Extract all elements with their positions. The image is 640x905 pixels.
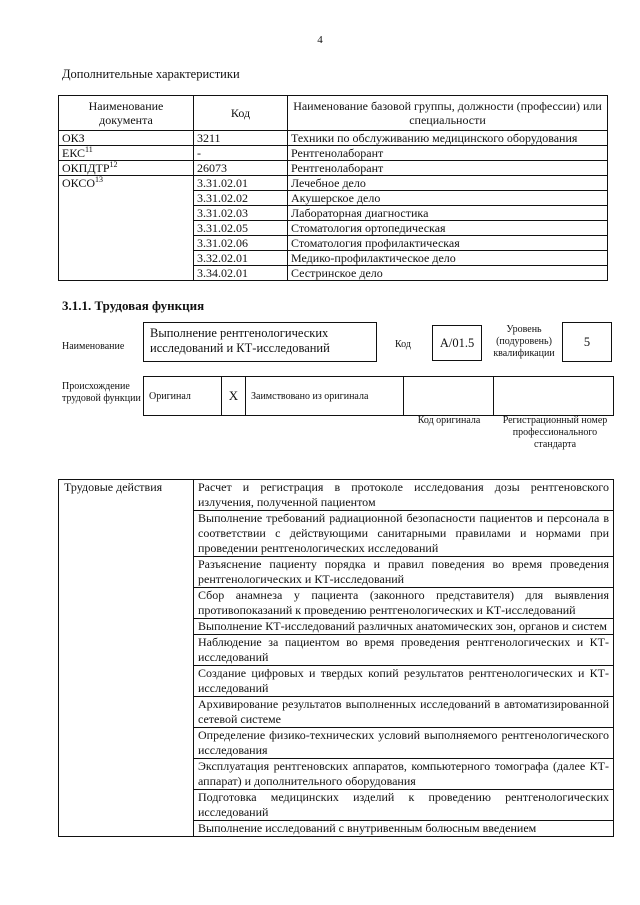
header-document: Наименование документа <box>59 96 194 131</box>
name-cell: Медико-профилактическое дело <box>288 251 608 266</box>
code-cell: 26073 <box>194 161 288 176</box>
name-cell: Рентгенолаборант <box>288 161 608 176</box>
header-name: Наименование базовой группы, должности (профессии) или специальности <box>288 96 608 131</box>
action-item: Архивирование результатов выполненных исследований в автоматизированной сетевой системе <box>194 697 614 728</box>
action-item: Наблюдение за пациентом во время проведения рентгенологических и КТ-исследований <box>194 635 614 666</box>
code-cell: 3.34.02.01 <box>194 266 288 281</box>
header-code: Код <box>194 96 288 131</box>
name-cell: Лечебное дело <box>288 176 608 191</box>
actions-label: Трудовые действия <box>59 480 194 837</box>
doc-cell: ОКЗ <box>59 131 194 146</box>
doc-cell: ОКПДТР$^{12}$ <box>59 161 194 176</box>
doc-cell: ОКСО$^{13}$ <box>59 176 194 281</box>
table-row <box>59 131 608 146</box>
reg-number-cell <box>494 377 614 416</box>
code-cell: - <box>194 146 288 161</box>
action-item: Расчет и регистрация в протоколе исследования дозы рентгеновского излучения, полученной пациентом <box>194 480 614 511</box>
code-cell: 3.32.02.01 <box>194 251 288 266</box>
origin-label: Происхождение трудовой функции <box>62 381 141 404</box>
code-cell: 3.31.02.01 <box>194 176 288 191</box>
level-label: Уровень (подуровень) квалификации <box>493 324 555 359</box>
origin-table <box>143 376 614 416</box>
table-row <box>59 161 608 176</box>
action-item: Определение физико-технических условий выполняемого рентгенологического исследования <box>194 728 614 759</box>
function-name-box: Выполнение рентгенологических исследований и КТ-исследований <box>143 322 377 362</box>
page-number: 4 <box>317 34 323 46</box>
level-box: 5 <box>562 322 612 362</box>
name-label: Наименование <box>62 341 125 352</box>
additional-heading: Дополнительные характеристики <box>62 67 240 81</box>
code-label: Код <box>395 339 411 350</box>
code-cell: 3.31.02.05 <box>194 221 288 236</box>
function-heading: 3.1.1. Трудовая функция <box>62 298 205 313</box>
code-cell: 3.31.02.02 <box>194 191 288 206</box>
function-code-box: A/01.5 <box>432 325 482 361</box>
action-item: Создание цифровых и твердых копий результатов рентгенологических и КТ-исследований <box>194 666 614 697</box>
table-row <box>59 176 608 191</box>
action-item: Подготовка медицинских изделий к проведению рентгенологических исследований <box>194 790 614 821</box>
code-cell: 3.31.02.06 <box>194 236 288 251</box>
code-cell: 3.31.02.03 <box>194 206 288 221</box>
original-label: Оригинал <box>144 377 222 416</box>
action-row <box>59 480 614 511</box>
name-cell: Стоматология профилактическая <box>288 236 608 251</box>
action-item: Выполнение КТ-исследований различных анатомических зон, органов и систем <box>194 619 614 635</box>
code-original-caption: Код оригинала <box>417 415 481 426</box>
table-row <box>59 146 608 161</box>
code-cell: 3211 <box>194 131 288 146</box>
name-cell: Стоматология ортопедическая <box>288 221 608 236</box>
action-item: Сбор анамнеза у пациента (законного представителя) для выявления противопоказаний к проведению рентгенологических и КТ-исследований <box>194 588 614 619</box>
actions-table <box>58 479 614 837</box>
name-cell: Лабораторная диагностика <box>288 206 608 221</box>
action-item: Разъяснение пациенту порядка и правил поведения во время проведения рентгенологических и КТ-исследований <box>194 557 614 588</box>
borrowed-label: Заимствовано из оригинала <box>246 377 404 416</box>
action-item: Эксплуатация рентгеновских аппаратов, компьютерного томографа (далее КТ-аппарат) и дополнительного оборудования <box>194 759 614 790</box>
code-original-cell <box>404 377 494 416</box>
doc-cell: ЕКС$^{11}$ <box>59 146 194 161</box>
action-item: Выполнение требований радиационной безопасности пациентов и персонала в соответствии с действующими санитарными правилами и нормами при проведении рентгенологических исследований <box>194 511 614 557</box>
name-cell: Сестринское дело <box>288 266 608 281</box>
reg-number-caption: Регистрационный номер профессионального стандарта <box>502 415 608 450</box>
action-item: Выполнение исследований с внутривенным болюсным введением <box>194 821 614 837</box>
original-mark: X <box>222 377 246 416</box>
name-cell: Акушерское дело <box>288 191 608 206</box>
name-cell: Техники по обслуживанию медицинского оборудования <box>288 131 608 146</box>
additional-table <box>58 95 608 281</box>
name-cell: Рентгенолаборант <box>288 146 608 161</box>
